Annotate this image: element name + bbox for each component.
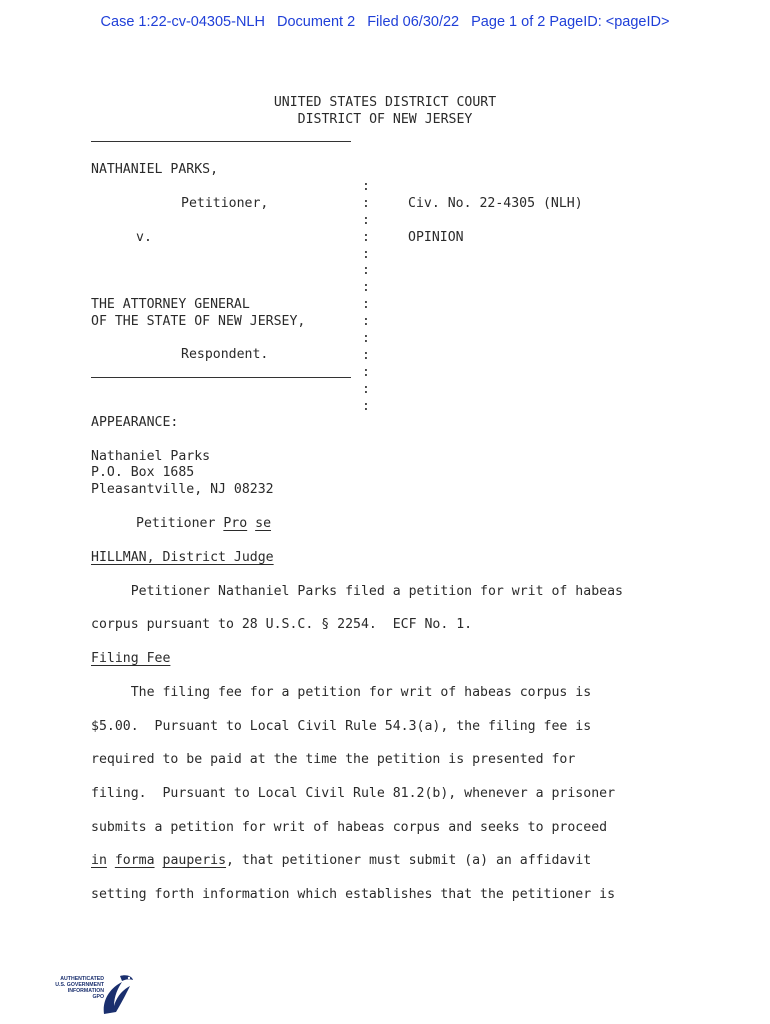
body-line: setting forth information which establishes that the petitioner is bbox=[91, 887, 616, 902]
body-line: corpus pursuant to 28 U.S.C. § 2254. ECF No. 1. bbox=[91, 617, 473, 632]
body-line: $5.00. Pursuant to Local Civil Rule 54.3(a), the filing fee is bbox=[91, 719, 592, 734]
body-line: Petitioner Nathaniel Parks filed a petition for writ of habeas bbox=[91, 584, 623, 599]
petitioner-name: NATHANIEL PARKS, bbox=[91, 162, 219, 177]
body-line: submits a petition for writ of habeas corpus and seeks to proceed bbox=[91, 820, 608, 835]
court-district: DISTRICT OF NEW JERSEY bbox=[297, 112, 473, 127]
caption-bottom-rule bbox=[91, 377, 351, 378]
header-document: Document 2 bbox=[276, 14, 356, 30]
header-case: Case 1:22-cv-04305-NLH bbox=[100, 14, 265, 30]
versus: v. bbox=[136, 230, 152, 245]
header-filed: Filed 06/30/22 bbox=[367, 14, 460, 30]
judge-heading: HILLMAN, District Judge bbox=[91, 550, 274, 565]
gpo-authentication-seal bbox=[44, 970, 134, 1018]
body-line: The filing fee for a petition for writ of habeas corpus is bbox=[91, 685, 592, 700]
appearance-city: Pleasantville, NJ 08232 bbox=[91, 482, 274, 497]
respondent-line1: THE ATTORNEY GENERAL bbox=[91, 297, 250, 312]
body-line: filing. Pursuant to Local Civil Rule 81.2(b), whenever a prisoner bbox=[91, 786, 616, 801]
section-heading-filing-fee: Filing Fee bbox=[91, 651, 171, 666]
caption-colons: : : : : : : : : : : : : : : bbox=[362, 179, 370, 414]
appearance-heading: APPEARANCE: bbox=[91, 415, 179, 430]
header-page: Page 1 of 2 PageID: <pageID> bbox=[471, 14, 670, 30]
body-line: in forma pauperis, that petitioner must submit (a) an affidavit bbox=[91, 853, 592, 868]
eagle-icon bbox=[100, 970, 134, 1018]
respondent-line2: OF THE STATE OF NEW JERSEY, bbox=[91, 314, 306, 329]
court-name: UNITED STATES DISTRICT COURT bbox=[273, 95, 497, 110]
petitioner-role: Petitioner, bbox=[181, 196, 269, 211]
ecf-header bbox=[0, 14, 770, 30]
civil-number: Civ. No. 22-4305 (NLH) bbox=[408, 196, 583, 211]
respondent-role: Respondent. bbox=[181, 347, 269, 362]
appearance-name: Nathaniel Parks bbox=[91, 449, 211, 464]
appearance-box: P.O. Box 1685 bbox=[91, 465, 195, 480]
body-line: required to be paid at the time the petition is presented for bbox=[91, 752, 576, 767]
caption-top-rule bbox=[91, 141, 351, 142]
seal-text: AUTHENTICATED U.S. GOVERNMENT INFORMATION GPO bbox=[55, 976, 104, 1000]
appearance-role: Petitioner Pro se bbox=[136, 516, 272, 531]
document-type: OPINION bbox=[408, 230, 464, 245]
